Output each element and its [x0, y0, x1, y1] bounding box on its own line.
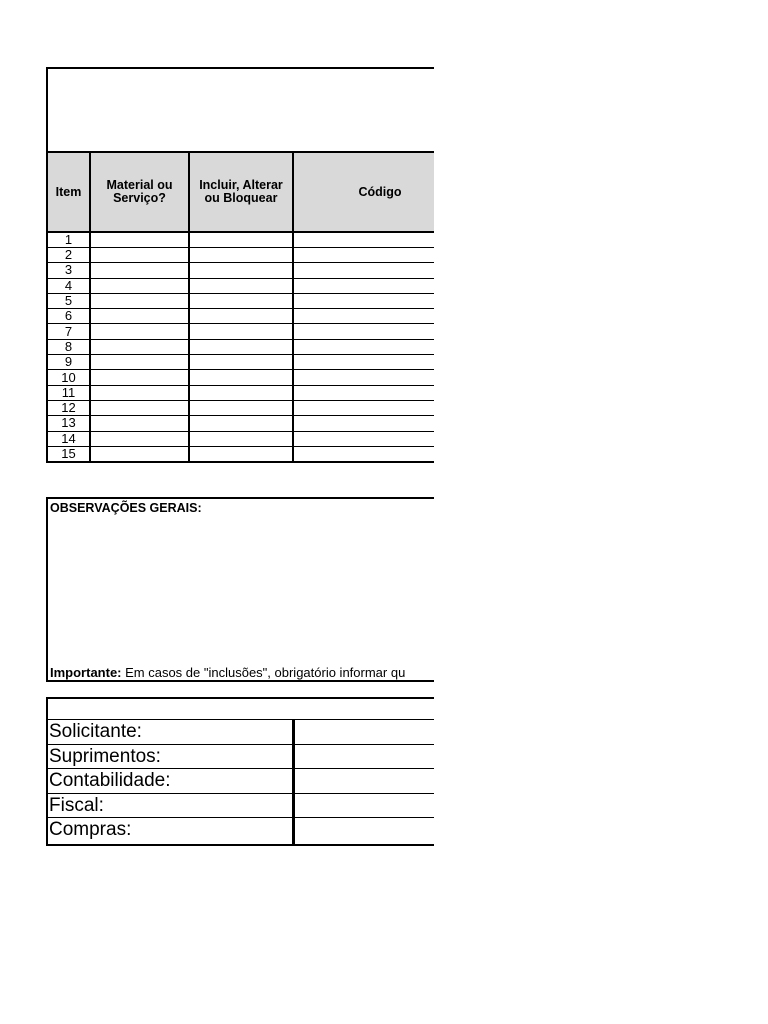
row-item-number: 1	[47, 232, 90, 248]
table-row	[47, 324, 434, 339]
table-row	[47, 232, 434, 248]
approval-label: Suprimentos:	[49, 745, 161, 767]
row-item-number: 5	[47, 293, 90, 308]
row-code-cell[interactable]	[293, 309, 434, 324]
approval-row	[48, 817, 434, 842]
row-item-number: 7	[47, 324, 90, 339]
row-item-number: 12	[47, 400, 90, 415]
row-code-cell[interactable]	[293, 293, 434, 308]
approval-label: Compras:	[49, 819, 132, 841]
row-item-number: 6	[47, 309, 90, 324]
row-code-cell[interactable]	[293, 324, 434, 339]
row-material-cell[interactable]	[90, 416, 189, 431]
approval-row	[48, 719, 434, 744]
row-item-number: 3	[47, 263, 90, 278]
table-row	[47, 355, 434, 370]
row-material-cell[interactable]	[90, 385, 189, 400]
table-row	[47, 400, 434, 415]
row-code-cell[interactable]	[293, 385, 434, 400]
table-row	[47, 416, 434, 431]
table-row	[47, 446, 434, 462]
approval-row	[48, 744, 434, 769]
row-action-cell[interactable]	[189, 339, 293, 354]
row-code-cell[interactable]	[293, 232, 434, 248]
table-row	[47, 431, 434, 446]
row-material-cell[interactable]	[90, 400, 189, 415]
table-row	[47, 248, 434, 263]
observations-title: OBSERVAÇÕES GERAIS:	[50, 501, 202, 515]
row-item-number: 13	[47, 416, 90, 431]
header-material-or-service: Material ou Serviço?	[90, 152, 189, 232]
row-item-number: 14	[47, 431, 90, 446]
row-material-cell[interactable]	[90, 355, 189, 370]
row-item-number: 8	[47, 339, 90, 354]
approvals-block	[46, 697, 434, 846]
row-code-cell[interactable]	[293, 400, 434, 415]
row-action-cell[interactable]	[189, 248, 293, 263]
general-observations	[46, 497, 434, 682]
approval-label: Solicitante:	[49, 721, 142, 742]
row-material-cell[interactable]	[90, 309, 189, 324]
row-action-cell[interactable]	[189, 232, 293, 248]
header-include-alter-block: Incluir, Alterar ou Bloquear	[189, 152, 293, 232]
row-action-cell[interactable]	[189, 385, 293, 400]
row-material-cell[interactable]	[90, 339, 189, 354]
row-material-cell[interactable]	[90, 232, 189, 248]
row-code-cell[interactable]	[293, 263, 434, 278]
row-action-cell[interactable]	[189, 446, 293, 462]
items-table-header	[47, 152, 434, 232]
row-action-cell[interactable]	[189, 309, 293, 324]
row-item-number: 11	[47, 385, 90, 400]
row-code-cell[interactable]	[293, 431, 434, 446]
table-row	[47, 339, 434, 354]
approval-row	[48, 768, 434, 793]
row-item-number: 4	[47, 278, 90, 293]
header-code: Código	[293, 152, 434, 232]
row-code-cell[interactable]	[293, 248, 434, 263]
row-material-cell[interactable]	[90, 248, 189, 263]
row-material-cell[interactable]	[90, 293, 189, 308]
row-action-cell[interactable]	[189, 324, 293, 339]
approval-row	[48, 793, 434, 818]
row-code-cell[interactable]	[293, 416, 434, 431]
row-action-cell[interactable]	[189, 263, 293, 278]
row-item-number: 15	[47, 446, 90, 462]
row-material-cell[interactable]	[90, 278, 189, 293]
row-action-cell[interactable]	[189, 431, 293, 446]
important-note	[50, 665, 405, 680]
header-item: Item	[47, 152, 90, 232]
row-action-cell[interactable]	[189, 370, 293, 385]
row-action-cell[interactable]	[189, 416, 293, 431]
row-action-cell[interactable]	[189, 400, 293, 415]
approval-label: Contabilidade:	[49, 770, 171, 792]
table-row	[47, 263, 434, 278]
row-code-cell[interactable]	[293, 278, 434, 293]
row-code-cell[interactable]	[293, 355, 434, 370]
table-row	[47, 278, 434, 293]
important-note-text: Em casos de "inclusões", obrigatório informar qu	[121, 665, 406, 680]
row-code-cell[interactable]	[293, 446, 434, 462]
form-header-area	[46, 67, 434, 153]
table-row	[47, 309, 434, 324]
approval-label: Fiscal:	[49, 794, 104, 816]
table-row	[47, 370, 434, 385]
table-row	[47, 293, 434, 308]
row-action-cell[interactable]	[189, 355, 293, 370]
row-material-cell[interactable]	[90, 431, 189, 446]
table-row	[47, 385, 434, 400]
row-item-number: 2	[47, 248, 90, 263]
row-material-cell[interactable]	[90, 446, 189, 462]
row-code-cell[interactable]	[293, 339, 434, 354]
items-table	[46, 151, 434, 463]
important-note-label: Importante:	[50, 665, 122, 680]
row-item-number: 9	[47, 355, 90, 370]
row-action-cell[interactable]	[189, 293, 293, 308]
row-material-cell[interactable]	[90, 263, 189, 278]
row-code-cell[interactable]	[293, 370, 434, 385]
row-material-cell[interactable]	[90, 370, 189, 385]
row-item-number: 10	[47, 370, 90, 385]
row-material-cell[interactable]	[90, 324, 189, 339]
row-action-cell[interactable]	[189, 278, 293, 293]
